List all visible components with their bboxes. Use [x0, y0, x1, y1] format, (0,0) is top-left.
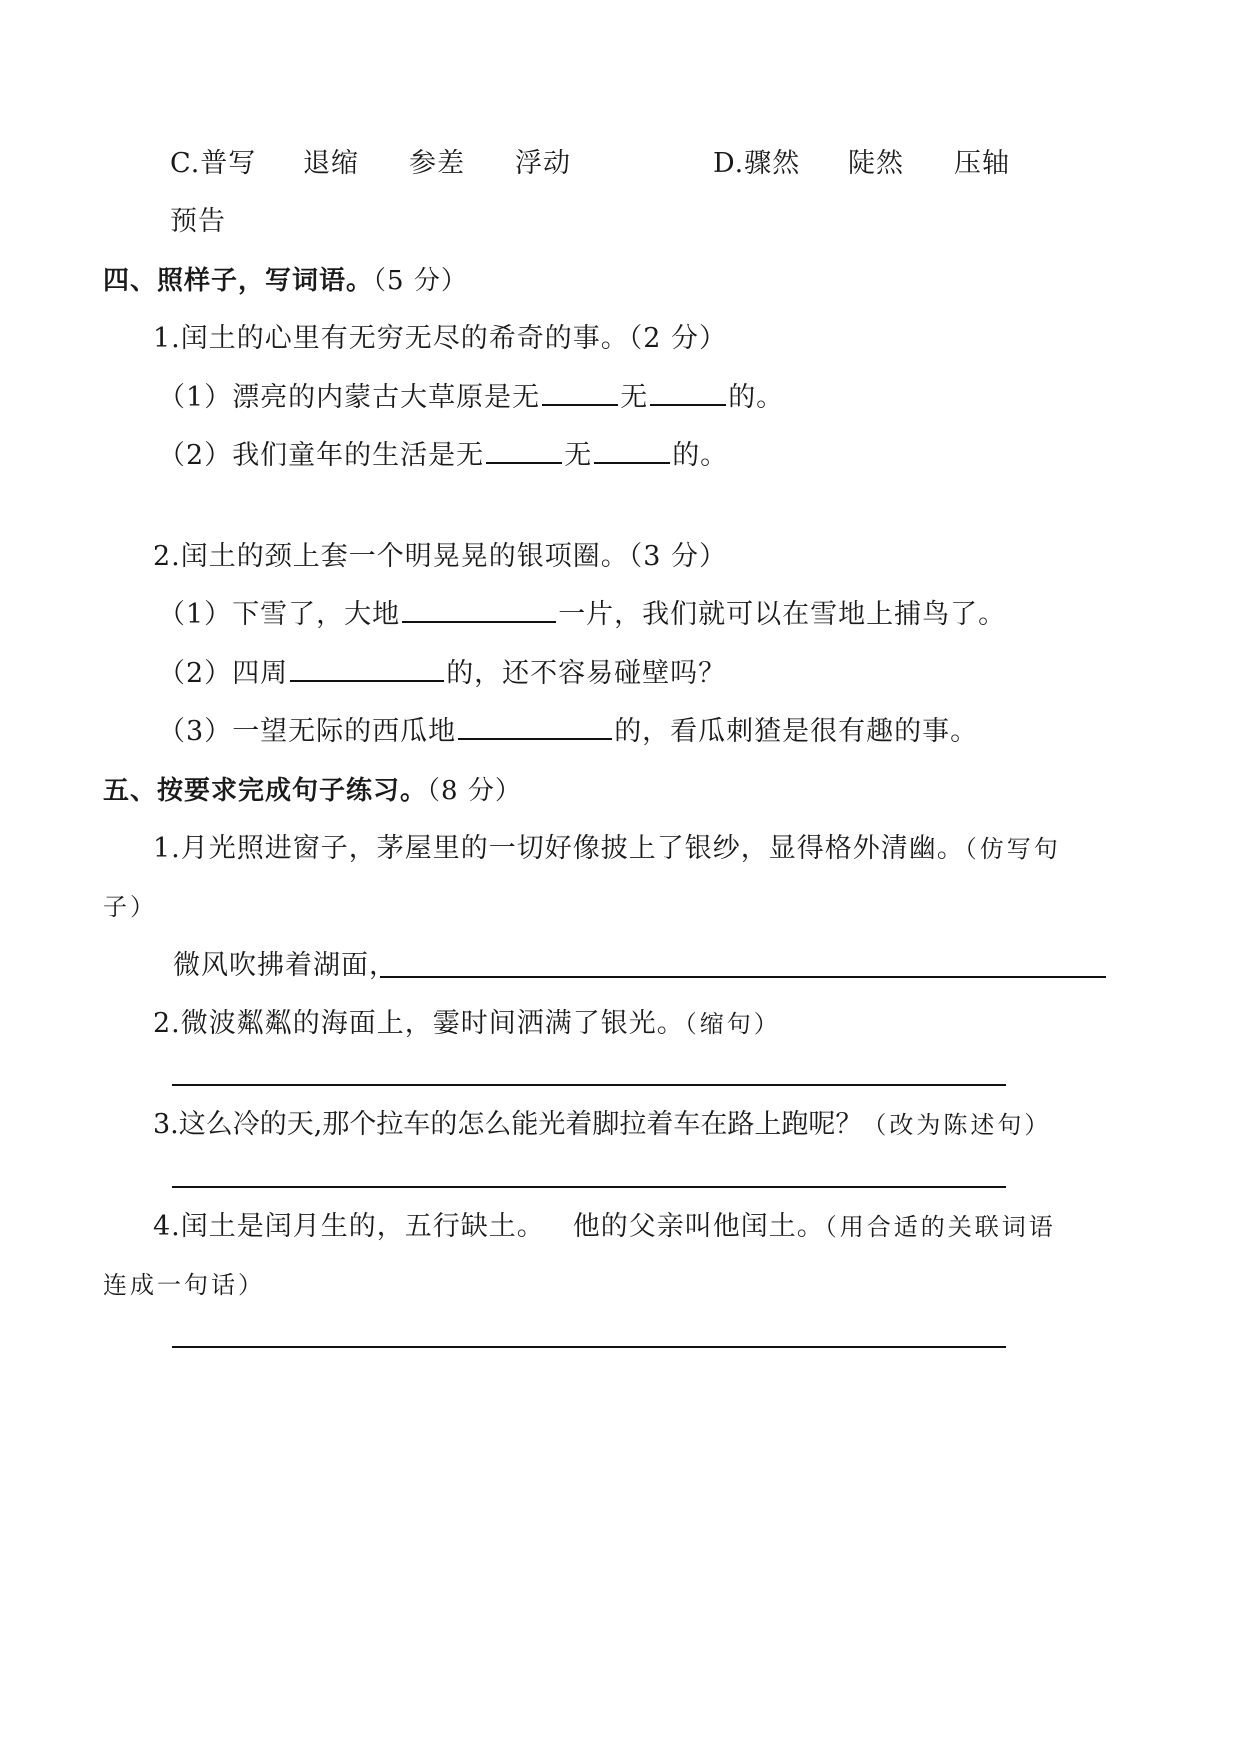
option-d-letter: D. [713, 148, 745, 179]
option-d [713, 146, 800, 182]
item-number: （2） [158, 440, 233, 471]
s5-q1-prompt [153, 831, 1061, 867]
item-text-b: 的，还不容易碰壁吗？ [446, 658, 727, 689]
section-4-points: （5 分） [373, 266, 468, 296]
item-text-a: 下雪了，大地 [232, 599, 401, 630]
answer-line[interactable] [172, 1084, 1006, 1086]
item-text-a: 一望无际的西瓜地 [232, 716, 457, 747]
option-c-word-3: 参差 [409, 148, 465, 179]
item-text-c: 的。 [672, 440, 729, 471]
fill-blank[interactable] [458, 714, 612, 740]
s5-q4-hint: （用合适的关联词语 [824, 1213, 1056, 1241]
section-5-heading [103, 773, 522, 809]
item-text-a: 四周 [232, 658, 289, 689]
s5-q3-prompt [153, 1107, 1051, 1143]
option-c-word-1: 普写 [200, 148, 257, 179]
item-text-c: 的。 [728, 382, 785, 413]
item-text-b: 的，看瓜刺猹是很有趣的事。 [614, 716, 979, 747]
option-d-word-2: 陡然 [848, 148, 904, 179]
s4-q1-prompt [153, 321, 727, 357]
item-text-a: 我们童年的生活是无 [232, 440, 485, 471]
item-text-b: 一片，我们就可以在雪地上捕鸟了。 [558, 599, 1007, 630]
option-d-word-1: 骤然 [744, 148, 801, 179]
s5-q2-text: 2.微波粼粼的海面上，霎时间洒满了银光。 [153, 1008, 685, 1039]
s4-q2-item-2 [158, 656, 726, 692]
s5-q1-hint: （仿写句 [964, 835, 1061, 863]
answer-line[interactable] [172, 1186, 1006, 1188]
fill-blank[interactable] [650, 380, 726, 406]
s5-q1-starter: 微风吹拂着湖面， [173, 950, 397, 981]
section-5-title: 五、按要求完成句子练习。 [103, 776, 428, 806]
s4-q2-text: 2.闰土的颈上套一个明晃晃的银项圈。 [153, 541, 629, 572]
option-c-word-4: 浮动 [515, 148, 571, 179]
fill-blank[interactable] [594, 438, 670, 464]
s5-q4-text-b: 他的父亲叫他闰土。 [572, 1211, 825, 1242]
fill-blank[interactable] [290, 656, 444, 682]
s5-q3-text: 3.这么冷的天,那个拉车的怎么能光着脚拉着车在路上跑呢？ [153, 1109, 863, 1140]
s4-q2-prompt [153, 539, 727, 575]
fill-blank[interactable] [542, 380, 618, 406]
answer-line[interactable] [172, 1346, 1006, 1348]
s4-q1-item-2 [158, 438, 728, 474]
item-text-b: 无 [620, 382, 649, 413]
s5-q4-hint-cont: 连成一句话） [103, 1271, 265, 1299]
s5-q3-hint: （改为陈述句） [862, 1111, 1052, 1139]
s4-q2-item-1 [158, 597, 1006, 633]
option-c-letter: C. [170, 148, 201, 179]
item-text-b: 无 [564, 440, 593, 471]
s4-q2-points: （3 分） [628, 541, 728, 572]
fill-blank[interactable] [486, 438, 562, 464]
s4-q1-text: 1.闰土的心里有无穷无尽的希奇的事。 [153, 323, 629, 354]
option-d-word-4: 预告 [170, 206, 226, 237]
s4-q2-item-3 [158, 714, 978, 750]
s5-q4-prompt [153, 1209, 1056, 1245]
section-5-points: （8 分） [427, 776, 522, 806]
s5-q2-hint: （缩句） [684, 1010, 781, 1038]
section-4-heading [103, 263, 468, 299]
s5-q1-hint-cont: 子） [103, 893, 157, 921]
item-number: （1） [158, 599, 233, 630]
fill-blank[interactable] [402, 597, 556, 623]
section-4-title: 四、照样子，写词语。 [103, 266, 374, 296]
item-number: （2） [158, 658, 233, 689]
item-number: （3） [158, 716, 233, 747]
s5-q4-text-a: 4.闰土是闰月生的，五行缺土。 [153, 1211, 545, 1242]
option-c-word-2: 退缩 [303, 148, 359, 179]
option-d-word-3: 压轴 [954, 148, 1010, 179]
item-number: （1） [158, 382, 233, 413]
option-c [170, 146, 256, 182]
s5-q2-prompt [153, 1006, 781, 1042]
s4-q1-points: （2 分） [628, 323, 728, 354]
s4-q1-item-1 [158, 380, 784, 416]
s5-q1-text: 1.月光照进窗子，茅屋里的一切好像披上了银纱，显得格外清幽。 [153, 833, 965, 864]
answer-line[interactable] [380, 976, 1106, 978]
item-text-a: 漂亮的内蒙古大草原是无 [232, 382, 541, 413]
